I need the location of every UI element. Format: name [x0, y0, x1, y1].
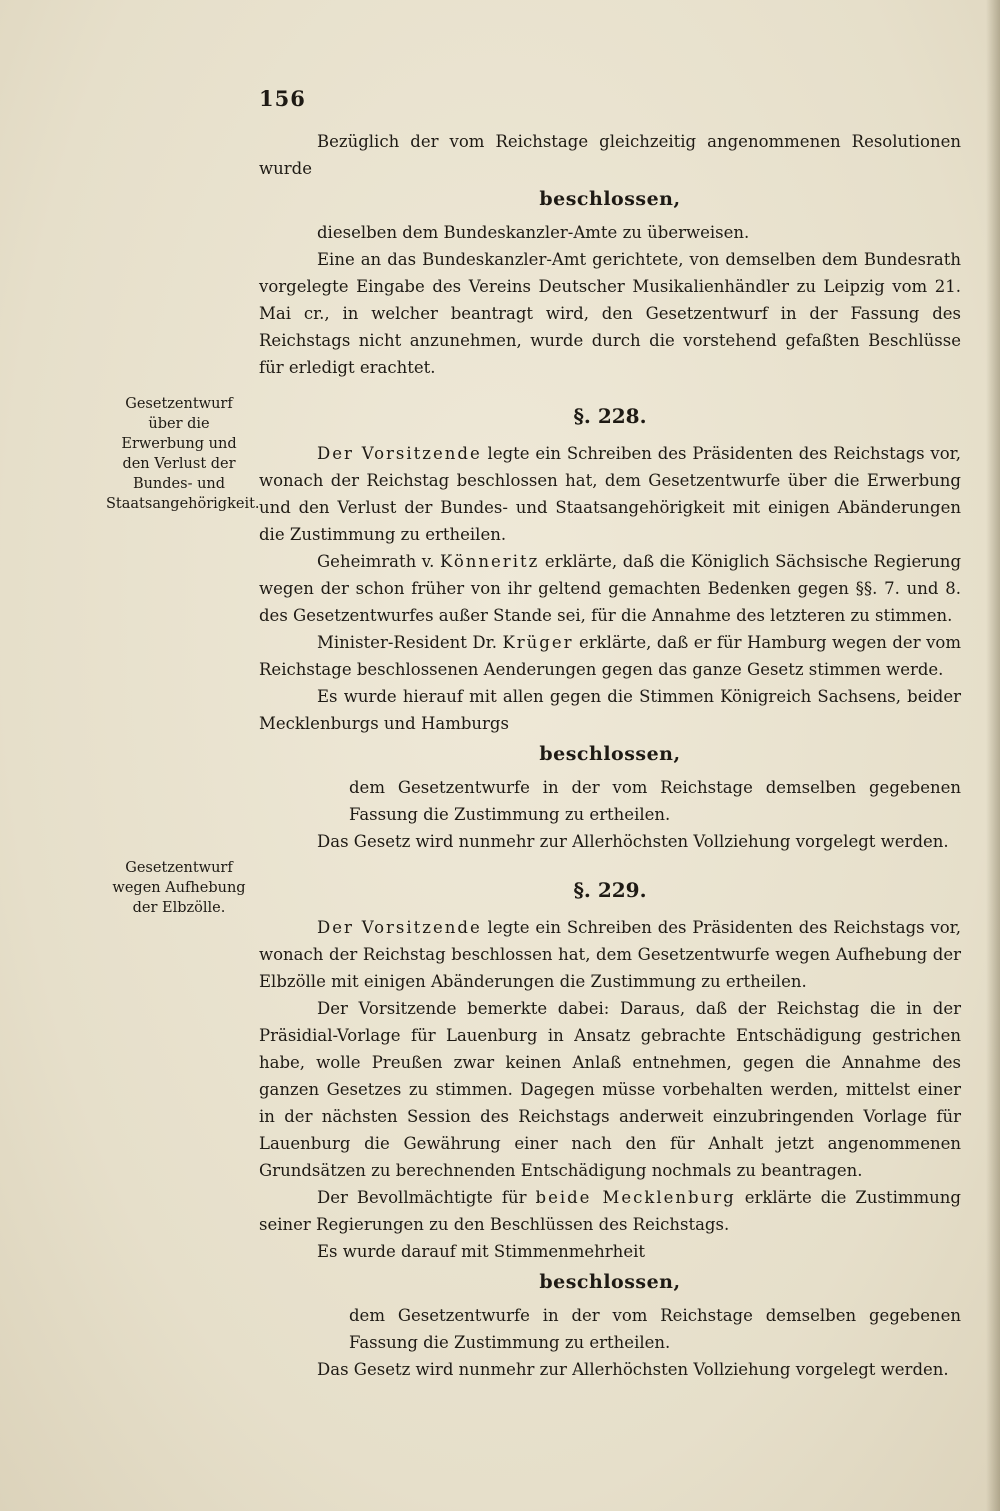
speaker-title: Geheimrath v.: [317, 552, 440, 571]
section-229-paragraph-3: [259, 1184, 961, 1238]
page-number: 156: [259, 86, 306, 111]
resolved-heading: beschlossen,: [539, 743, 681, 765]
section-228-paragraph-1: [259, 440, 961, 548]
paragraph-text: legte ein Schreiben des Präsidenten des Reichstags vor, wonach der Reichstag beschlossen hat, dem Gesetzentwurfe wegen Aufhebung der Elbzölle mit einigen Abänderungen die Zustimmung zu ertheilen.: [259, 918, 961, 991]
paragraph-text: erklärte, daß die Königlich Sächsische Regierung wegen der schon früher von ihr geltend gemachten Bedenken gegen §§. 7. und 8. des Gesetzentwurfes außer Stande sei, für die Annahme des letzteren zu stimmen.: [259, 552, 961, 625]
section-228-resolution: dem Gesetzentwurfe in der vom Reichstage demselben gegebenen Fassung die Zustimmung zu ertheilen.: [349, 778, 961, 824]
margin-note-section-228: Gesetzentwurf über die Erwerbung und den Verlust der Bundes- und Staatsangehörigkeit.: [106, 396, 260, 512]
speaker-name: Der Vorsitzende: [317, 918, 482, 937]
section-228-paragraph-4: Es wurde hierauf mit allen gegen die Stimmen Königreich Sachsens, beider Mecklenburgs und Hamburgs: [259, 687, 961, 733]
intro-paragraph-3: Eine an das Bundeskanzler-Amt gerichtete, von demselben dem Bundesrath vorgelegte Eingabe des Vereins Deutscher Musikalienhändler zu Leipzig vom 21. Mai cr., in welcher beantragt wird, den Gesetzentwurf in der Fassung des Reichstags nicht anzunehmen, wurde durch die vorstehend gefaßten Beschlüsse für erledigt erachtet.: [259, 250, 961, 377]
main-text: [259, 128, 961, 1383]
speaker-name: Könneritz: [439, 552, 540, 571]
intro-paragraph-1: Bezüglich der vom Reichstage gleichzeitig angenommenen Resolutionen wurde: [259, 132, 961, 178]
speaker-name: Krüger: [502, 633, 574, 652]
speaker-name: Der Vorsitzende: [317, 444, 482, 463]
section-229-paragraph-1: [259, 914, 961, 995]
page-edge-shadow: [986, 0, 1000, 1511]
section-heading-228: §. 228.: [573, 404, 647, 428]
section-228-paragraph-2: [259, 548, 961, 629]
section-228-closing: Das Gesetz wird nunmehr zur Allerhöchsten Vollziehung vorgelegt werden.: [317, 832, 949, 851]
section-229-paragraph-2: Der Vorsitzende bemerkte dabei: Daraus, daß der Reichstag die in der Präsidial-Vorlage für Lauenburg in Ansatz gebrachte Entschädigung gestrichen habe, wolle Preußen zwar keinen Anlaß entnehmen, gegen die Annahme des ganzen Gesetzes zu stimmen. Dagegen müsse vorbehalten werden, mittelst einer in der nächsten Session des Reichstags anderweit einzubringenden Vorlage für Lauenburg die Gewährung einer nach den für Anhalt jetzt angenommenen Grundsätzen zu berechnenden Entschädigung nochmals zu beantragen.: [259, 999, 961, 1180]
section-229-resolution: dem Gesetzentwurfe in der vom Reichstage demselben gegebenen Fassung die Zustimmung zu ertheilen.: [349, 1306, 961, 1352]
resolved-heading: beschlossen,: [539, 188, 681, 210]
section-229-closing: Das Gesetz wird nunmehr zur Allerhöchsten Vollziehung vorgelegt werden.: [317, 1360, 949, 1379]
paragraph-text: legte ein Schreiben des Präsidenten des Reichstags vor, wonach der Reichstag beschlossen hat, dem Gesetzentwurfe über die Erwerbung und den Verlust der Bundes- und Staatsangehörigkeit mit einigen Abänderungen die Zustimmung zu ertheilen.: [259, 444, 961, 544]
margin-note-section-229: Gesetzentwurf wegen Aufhebung der Elbzölle.: [112, 860, 246, 916]
section-228-paragraph-3: [259, 629, 961, 683]
speaker-title: Der Bevollmächtigte für: [317, 1188, 536, 1207]
speaker-name: beide Mecklenburg: [535, 1188, 736, 1207]
speaker-title: Minister-Resident Dr.: [317, 633, 503, 652]
intro-paragraph-2: dieselben dem Bundeskanzler-Amte zu überweisen.: [317, 223, 750, 242]
section-229-paragraph-4: Es wurde darauf mit Stimmenmehrheit: [317, 1242, 645, 1261]
section-heading-229: §. 229.: [573, 878, 647, 902]
paragraph-text: erklärte die Zustimmung seiner Regierungen zu den Beschlüssen des Reichstags.: [259, 1188, 961, 1234]
paragraph-text: erklärte, daß er für Hamburg wegen der vom Reichstage beschlossenen Aenderungen gegen das ganze Gesetz stimmen werde.: [259, 633, 961, 679]
resolved-heading: beschlossen,: [539, 1271, 681, 1293]
